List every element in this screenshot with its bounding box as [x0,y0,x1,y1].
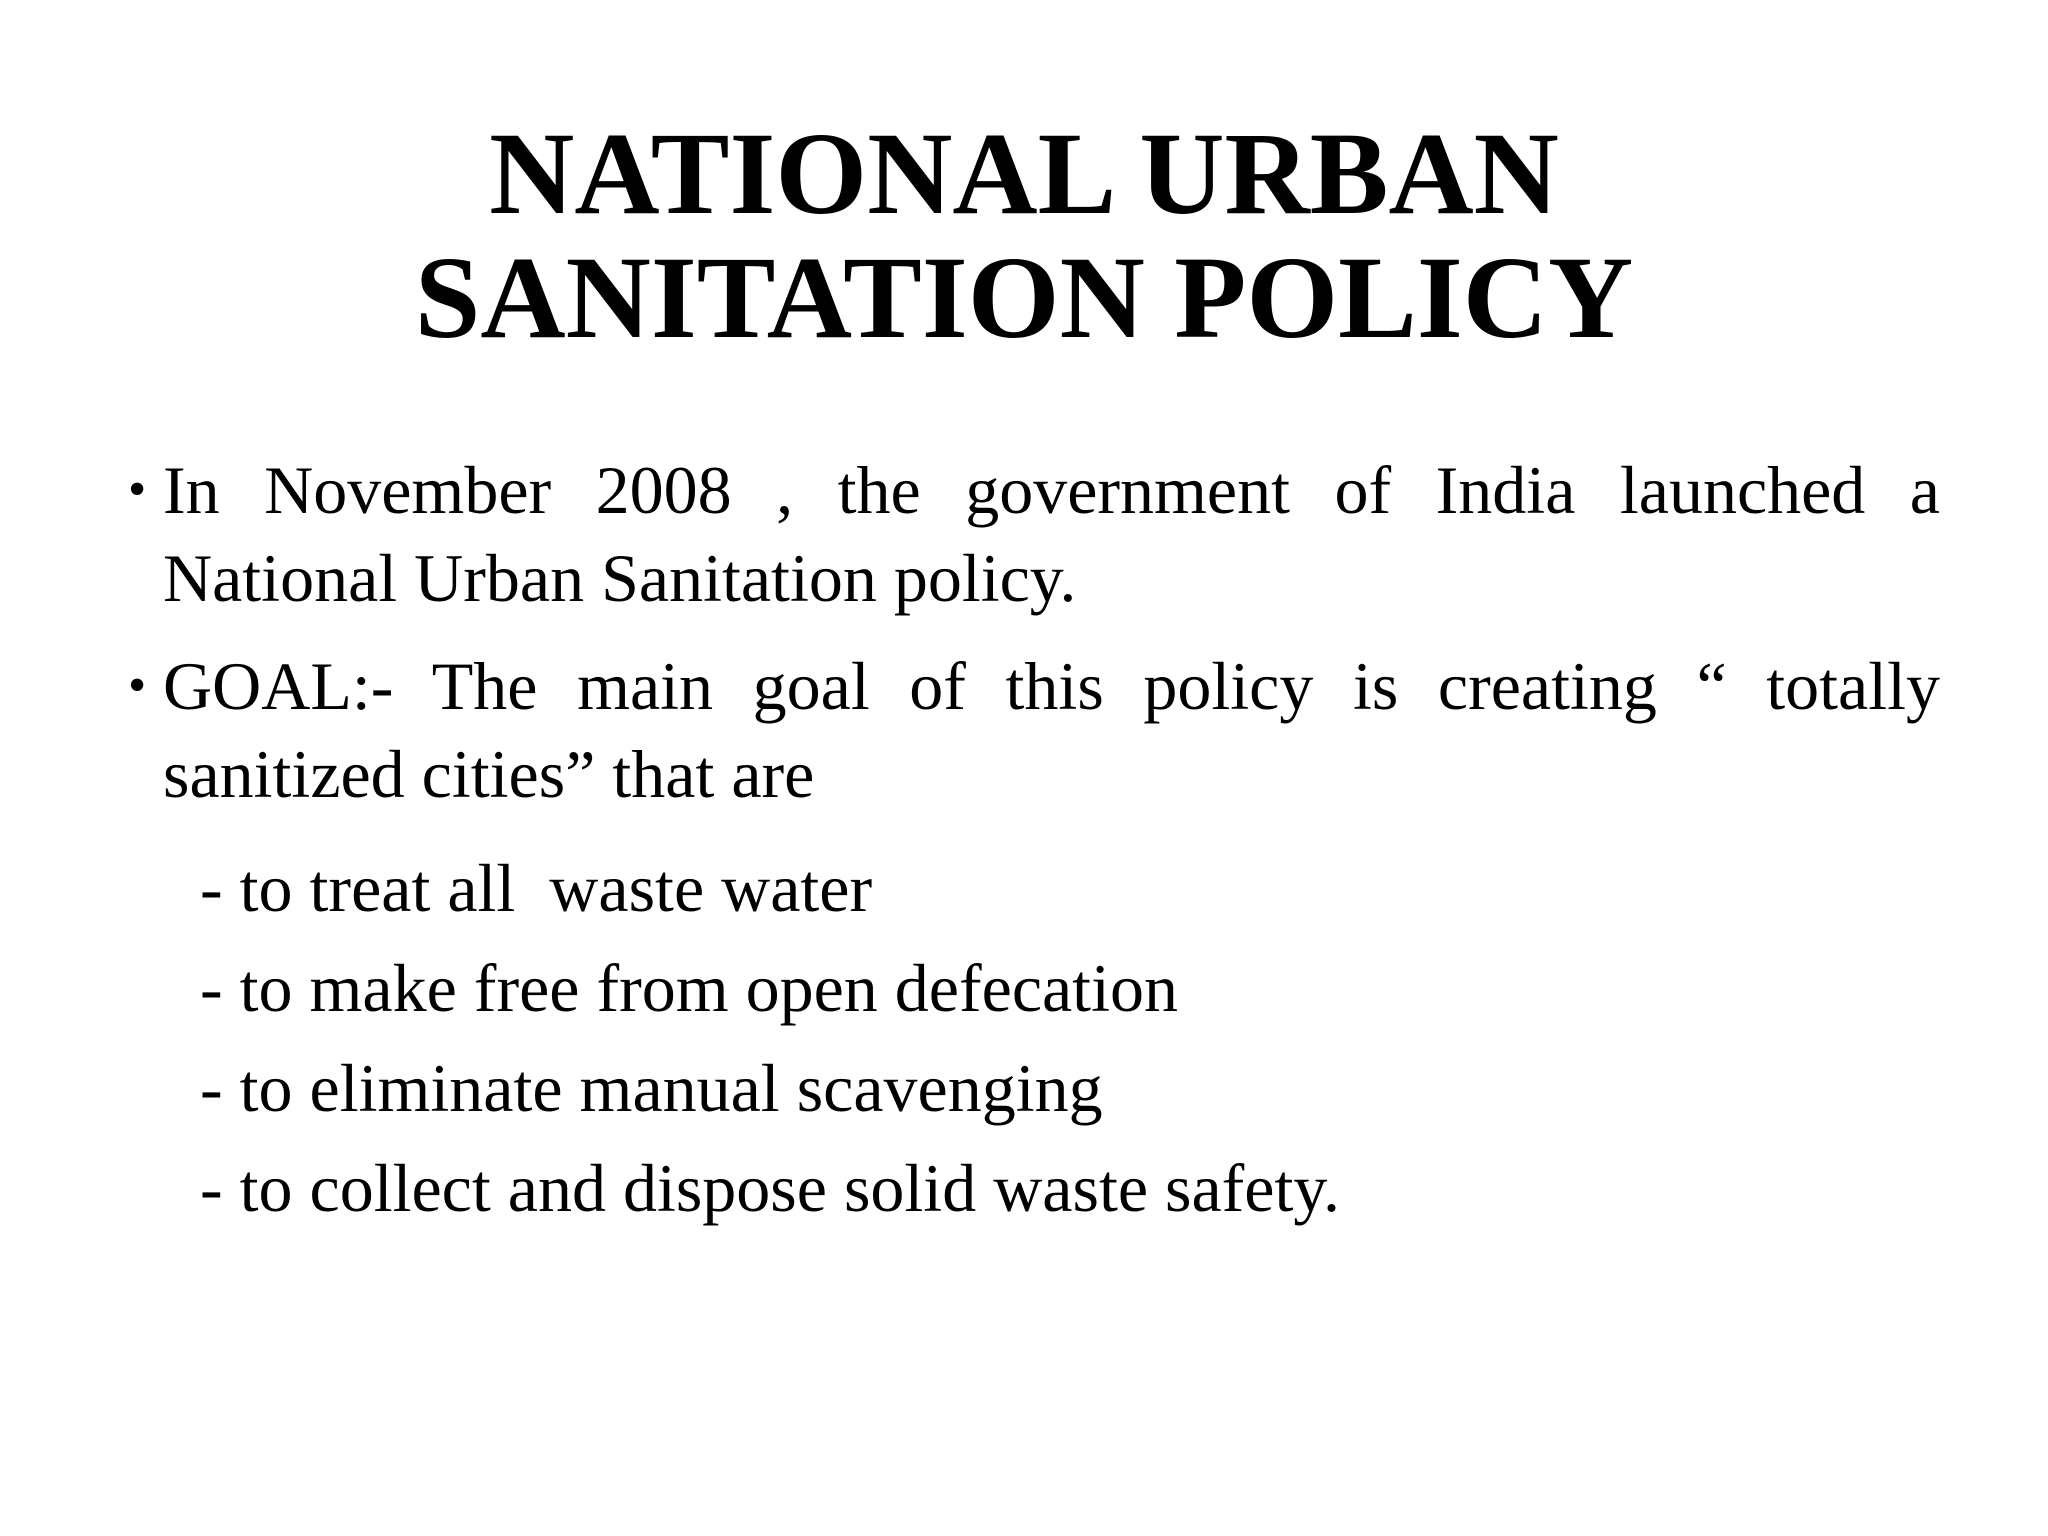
slide-body [128,446,1940,1238]
sub-list-item: - to make free from open defecation [200,950,1178,1026]
title-line-2: SANITATION POLICY [414,232,1634,363]
bullet-text: In November 2008 , the government of India launched a National Urban Sanitation policy. [163,452,1940,616]
sub-list-item: - to eliminate manual scavenging [200,1050,1103,1126]
title-line-1: NATIONAL URBAN [489,108,1559,239]
sub-list-item: - to collect and dispose solid waste safety. [200,1150,1340,1226]
slide-title [0,108,2048,363]
bullet-item [128,642,1940,818]
bullet-item [128,446,1940,622]
bullet-marker: • [128,657,147,714]
bullet-marker: • [128,461,147,518]
bullet-text: GOAL:- The main goal of this policy is creating “ totally sanitized cities” that are [163,648,1940,812]
goal-sub-list [128,838,1940,1238]
sub-list-item: - to treat all waste water [200,850,873,926]
